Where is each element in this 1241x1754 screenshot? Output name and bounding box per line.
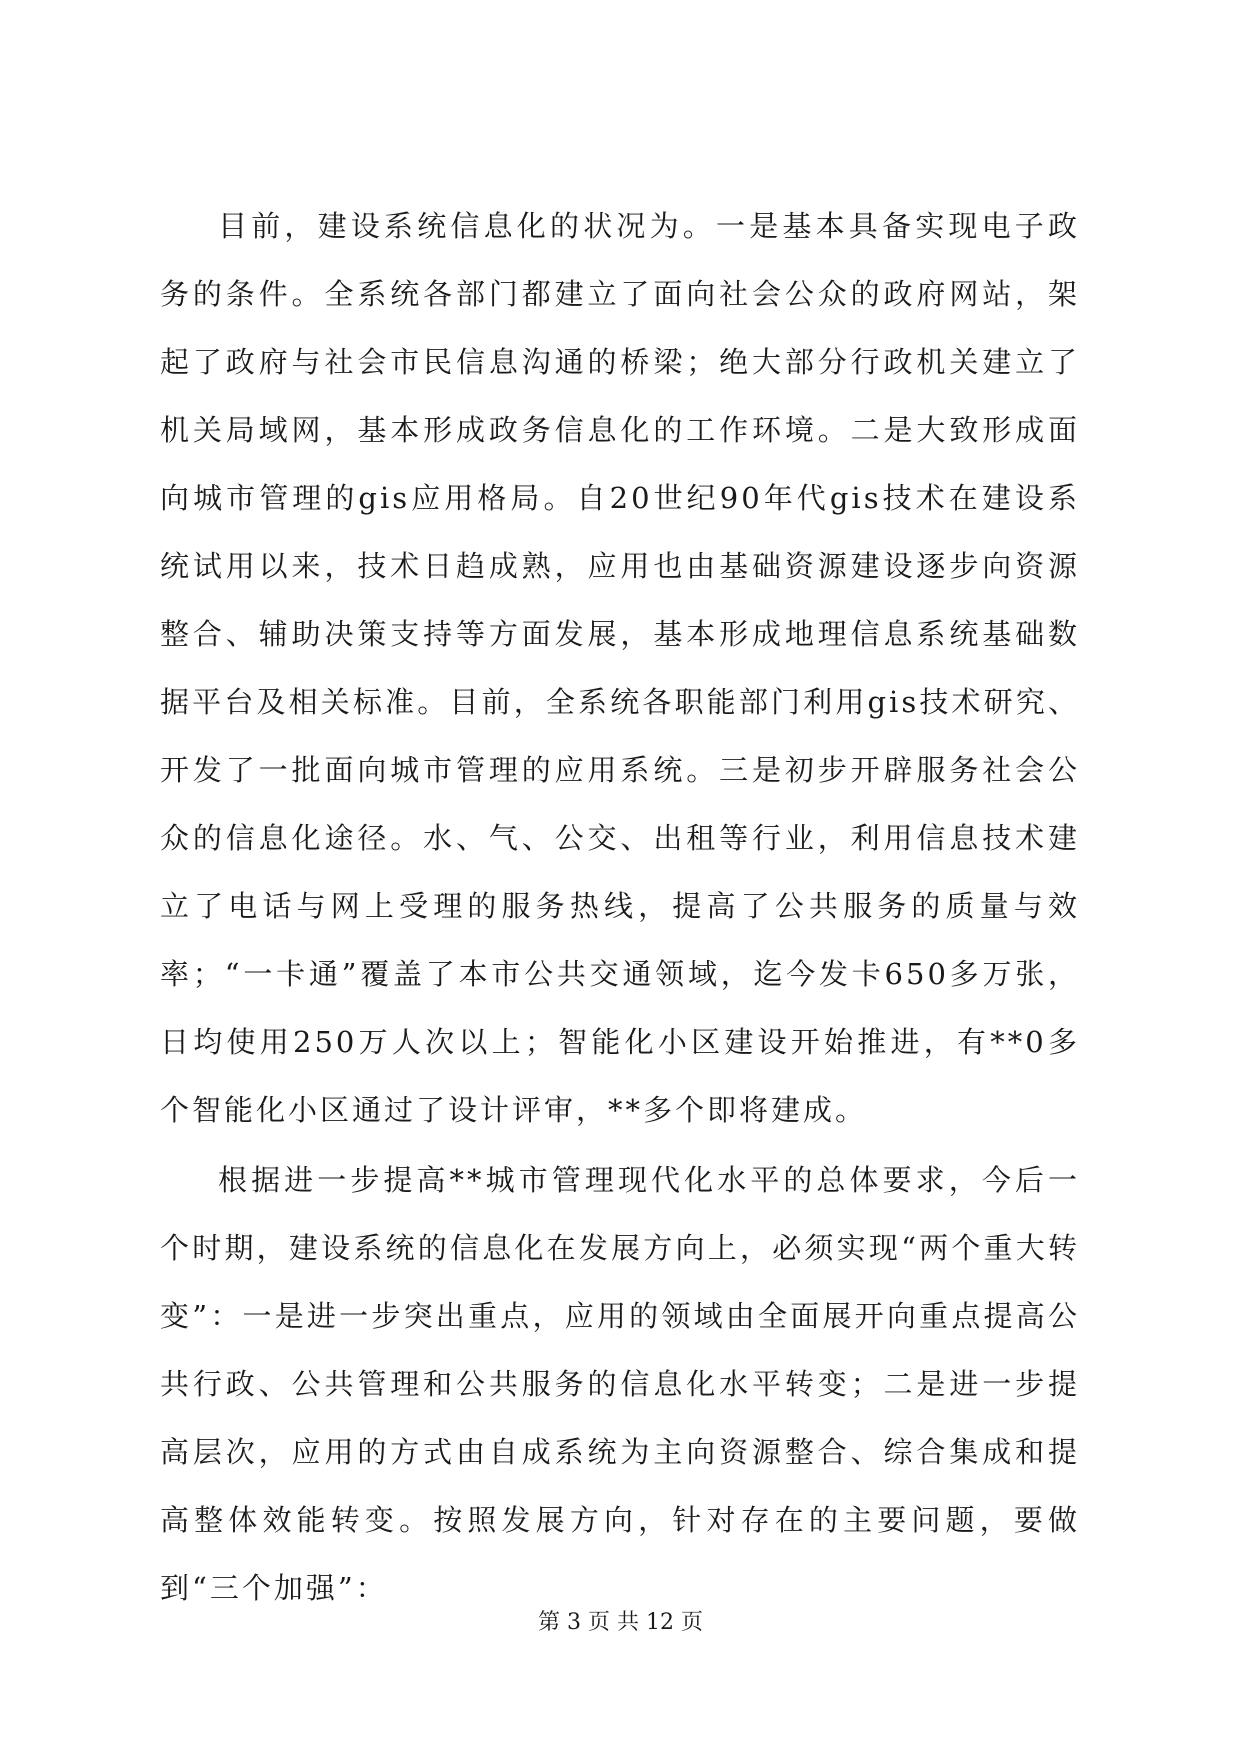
page-number: 第 3 页 共 12 页	[538, 1610, 703, 1635]
paragraph-direction: 根据进一步提高**城市管理现代化水平的总体要求，今后一个时期，建设系统的信息化在发展方向上，必须实现“两个重大转变”：一是进一步突出重点，应用的领域由全面展开向重点提高公共行政、公共管理和公共服务的信息化水平转变；二是进一步提高层次，应用的方式由自成系统为主向资源整合、综合集成和提高整体效能转变。按照发展方向，针对存在的主要问题，要做到“三个加强”：	[160, 1163, 1080, 1605]
document-body	[160, 192, 1080, 1624]
paragraph-status: 目前，建设系统信息化的状况为。一是基本具备实现电子政务的条件。全系统各部门都建立了面向社会公众的政府网站，架起了政府与社会市民信息沟通的桥梁；绝大部分行政机关建立了机关局域网，基本形成政务信息化的工作环境。二是大致形成面向城市管理的gis应用格局。自20世纪90年代gis技术在建设系统试用以来，技术日趋成熟，应用也由基础资源建设逐步向资源整合、辅助决策支持等方面发展，基本形成地理信息系统基础数据平台及相关标准。目前，全系统各职能部门利用gis技术研究、开发了一批面向城市管理的应用系统。三是初步开辟服务社会公众的信息化途径。水、气、公交、出租等行业，利用信息技术建立了电话与网上受理的服务热线，提高了公共服务的质量与效率；“一卡通”覆盖了本市公共交通领域，迄今发卡650多万张，日均使用250万人次以上；智能化小区建设开始推进，有**0多个智能化小区通过了设计评审，**多个即将建成。	[160, 209, 1080, 1127]
